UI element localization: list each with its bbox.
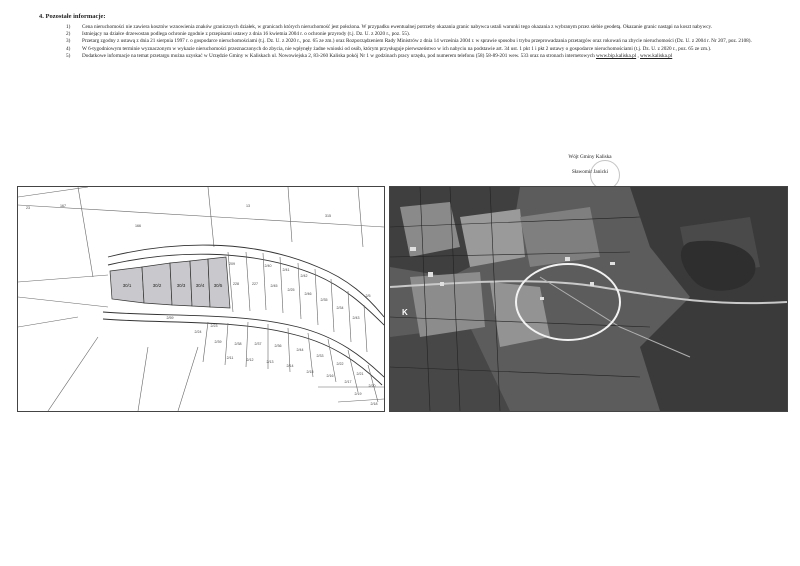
parcel-label: 2/34 — [336, 306, 344, 310]
item-text: Istniejący na działce drzewostan podlega ochronie zgodnie z przepisami ustawy z dnia 16 kwietnia 2004 r. o ochronie przyrody (t.j. Dz. U. z 2020 r., poz. 55). — [82, 31, 411, 38]
parcel-label: 2/39 — [214, 340, 222, 344]
parcel-label: 315 — [325, 214, 331, 218]
website-link[interactable]: www.kaliska.pl — [640, 52, 673, 59]
cadastral-map-svg — [18, 187, 384, 411]
parcel-label: 2/15 — [306, 370, 314, 374]
link-separator: , — [636, 52, 641, 59]
list-item — [66, 46, 778, 53]
item-number: 1) — [66, 24, 71, 30]
item-text: W 6-tygodniowym terminie wyznaczonym w wykazie nieruchomości przeznaczonych do zbycia, nie wpłynęły żadne wnioski od osób, którym przysługuje pierwszeństwo w ich nabyciu na podstawie art. 34 ust. 1 pkt 1 i pkt 2 ustawy o gospodarce nieruchomościami (t.j. Dz. U. z 2020 r., poz. 65 ze zm.). — [82, 45, 712, 52]
item-number: 5) — [66, 52, 71, 59]
parcel-label: 228 — [233, 282, 239, 286]
aerial-photo-svg — [390, 187, 787, 411]
parcel-label: 2/25 — [287, 288, 295, 292]
parcel-label-sold: 30/1 — [122, 283, 132, 288]
parcel-label: 2/38 — [234, 342, 242, 346]
signatory-title: Wójt Gminy Kaliska — [568, 154, 612, 160]
section-heading: 4. Pozostałe informacje: — [39, 13, 106, 20]
parcel-label: 2/36 — [274, 344, 282, 348]
parcel-label: 2/23 — [210, 324, 218, 328]
parcel-label: 2/22 — [336, 362, 344, 366]
bip-link[interactable]: www.bip.kaliska.pl — [595, 52, 637, 59]
parcel-label-sold: 30/3 — [176, 283, 186, 288]
cadastral-map — [17, 186, 385, 412]
parcel-label: 13 — [246, 204, 250, 208]
item-number: 2) — [66, 31, 71, 38]
item-text: Cena nieruchomości nie zawiera kosztów wznowienia znaków granicznych działek, w granicach których nieruchomość jest położona. W przypadku ewentualnej potrzeby okazania granic nabywca ustali warunki tego okazania z wybranym przez siebie geodetą. Okazanie granic nastąpi na koszt nabywcy. — [82, 24, 713, 30]
list-item — [66, 53, 778, 60]
parcel-label: 2/21 — [356, 372, 364, 376]
item-text: Przetarg zgodny z ustawą z dnia 21 sierpnia 1997 r. o gospodarce nieruchomościami (t.j. Dz. U. z 2020 r., poz. 65 ze zm.) oraz Rozporządzeniem Rady Ministrów z dnia 14 września 2004 r. w sprawie sposobu i trybu przeprowadzania przetargów oraz rokowań na zbycie nieruchomości (Dz. U. z 2004 r. Nr 207, poz. 2108). — [82, 38, 752, 45]
list-item — [66, 38, 778, 45]
info-list — [66, 24, 778, 60]
signature-block — [540, 154, 640, 176]
item-number: 3) — [66, 38, 71, 45]
parcel-label: 2/17 — [344, 380, 352, 384]
parcel-label: 2/45 — [270, 284, 278, 288]
parcel-label: 2/41 — [282, 268, 290, 272]
parcel-label: 2/12 — [246, 358, 254, 362]
item-text: Dodatkowe informacje na temat przetargu można uzyskać w Urzędzie Gminy w Kaliskach ul. Nowowiejska 2, 83-260 Kaliska pokój Nr 1 w godzinach pracy urzędu, pod numerem telefonu (58) 58-89-201 wew. 533 oraz na stronach internetowych — [82, 52, 595, 59]
parcel-label: 2/46 — [304, 292, 312, 296]
parcel-label: 209 — [229, 262, 235, 266]
parcel-label: 2/18 — [370, 402, 378, 406]
parcel-label: 2/33 — [316, 354, 324, 358]
parcel-label: 2/43 — [352, 316, 360, 320]
parcel-label: 2/24 — [194, 330, 202, 334]
signatory-name: Sławomir Janicki — [571, 169, 609, 175]
parcel-label: 167 — [60, 204, 66, 208]
list-item — [66, 31, 778, 38]
parcel-label: 2/16 — [326, 374, 334, 378]
item-number: 4) — [66, 45, 71, 52]
parcel-label: 2/42 — [300, 274, 308, 278]
parcel-label-sold: 30/5 — [213, 283, 223, 288]
list-item — [66, 24, 778, 31]
parcel-label: 2/11 — [226, 356, 234, 360]
parcel-label-sold: 30/2 — [152, 283, 162, 288]
parcel-label: 227 — [252, 282, 258, 286]
parcel-label: 2/40 — [264, 264, 272, 268]
parcel-label: 166 — [135, 224, 141, 228]
parcel-label: 2/5 — [365, 294, 371, 298]
aerial-marker: K — [402, 308, 408, 317]
parcel-label: 2/37 — [254, 342, 262, 346]
parcel-label: 2/20 — [368, 384, 376, 388]
parcel-label: 2/13 — [266, 360, 274, 364]
parcel-label-sold: 30/4 — [195, 283, 205, 288]
parcel-label: 2/14 — [286, 364, 294, 368]
parcel-label: 2/59 — [166, 316, 174, 320]
parcel-label: 2/44 — [296, 348, 304, 352]
parcel-label: 2/19 — [354, 392, 362, 396]
aerial-photo — [389, 186, 788, 412]
parcel-label: 23 — [26, 206, 30, 210]
parcel-label: 2/35 — [320, 298, 328, 302]
